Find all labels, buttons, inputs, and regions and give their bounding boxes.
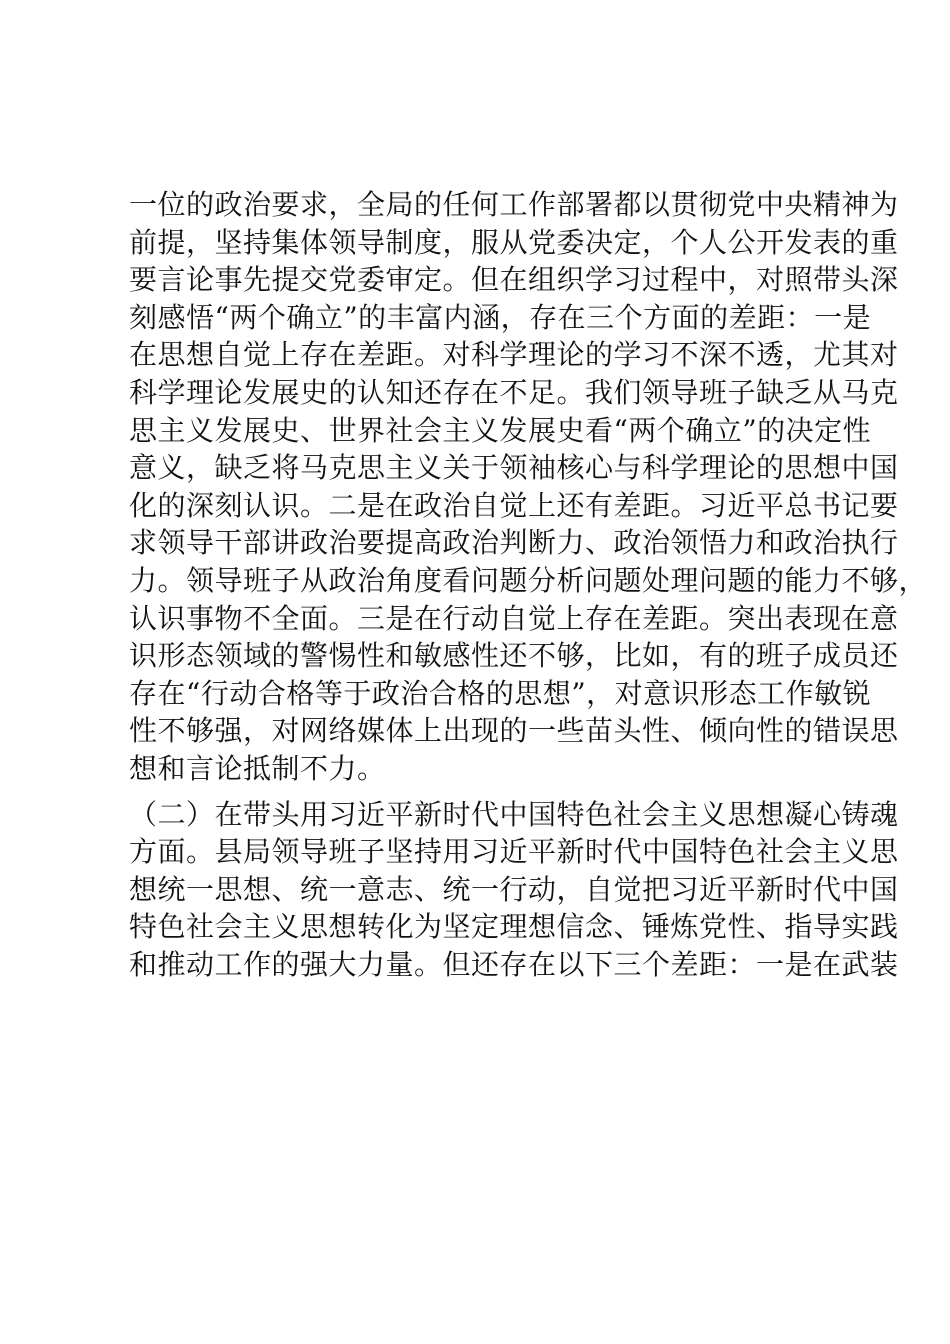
text-line: 方面。县局领导班子坚持用习近平新时代中国特色社会主义思 <box>129 835 899 869</box>
text-line: 化的深刻认识。二是在政治自觉上还有差距。习近平总书记要 <box>129 488 899 522</box>
paragraph-gap <box>129 788 819 796</box>
text-line: 一位的政治要求，全局的任何工作部署都以贯彻党中央精神为 <box>129 188 899 221</box>
text-line: 存在“行动合格等于政治合格的思想”，对意识形态工作敏锐 <box>129 676 872 710</box>
text-line: 想统一思想、统一意志、统一行动，自觉把习近平新时代中国 <box>129 872 899 906</box>
text-line: 要言论事先提交党委审定。但在组织学习过程中，对照带头深 <box>129 263 899 297</box>
text-line: 求领导干部讲政治要提高政治判断力、政治领悟力和政治执行 <box>129 526 899 560</box>
text-line: 意义，缺乏将马克思主义关于领袖核心与科学理论的思想中国 <box>129 451 899 485</box>
paragraph-1 <box>129 186 928 788</box>
text-line: 刻感悟“两个确立”的丰富内涵，存在三个方面的差距：一是 <box>129 300 872 334</box>
text-line: 和推动工作的强大力量。但还存在以下三个差距：一是在武装 <box>129 947 899 981</box>
text-line: 在思想自觉上存在差距。对科学理论的学习不深不透，尤其对 <box>129 338 899 372</box>
text-line: 科学理论发展史的认知还存在不足。我们领导班子缺乏从马克 <box>129 375 899 409</box>
text-line: 思主义发展史、世界社会主义发展史看“两个确立”的决定性 <box>129 413 872 447</box>
text-line: 想和言论抵制不力。 <box>129 751 386 785</box>
paragraph-2 <box>129 796 899 984</box>
text-line: 性不够强，对网络媒体上出现的一些苗头性、倾向性的错误思 <box>129 714 899 748</box>
text-line: 力。领导班子从政治角度看问题分析问题处理问题的能力不够， <box>129 563 928 597</box>
text-line: 认识事物不全面。三是在行动自觉上存在差距。突出表现在意 <box>129 601 899 635</box>
document-body <box>129 186 928 983</box>
text-line: 前提，坚持集体领导制度，服从党委决定，个人公开发表的重 <box>129 225 899 259</box>
text-line: 识形态领域的警惕性和敏感性还不够，比如，有的班子成员还 <box>129 639 899 673</box>
text-line: （二）在带头用习近平新时代中国特色社会主义思想凝心铸魂 <box>129 797 899 831</box>
text-line: 特色社会主义思想转化为坚定理想信念、锤炼党性、指导实践 <box>129 910 899 944</box>
